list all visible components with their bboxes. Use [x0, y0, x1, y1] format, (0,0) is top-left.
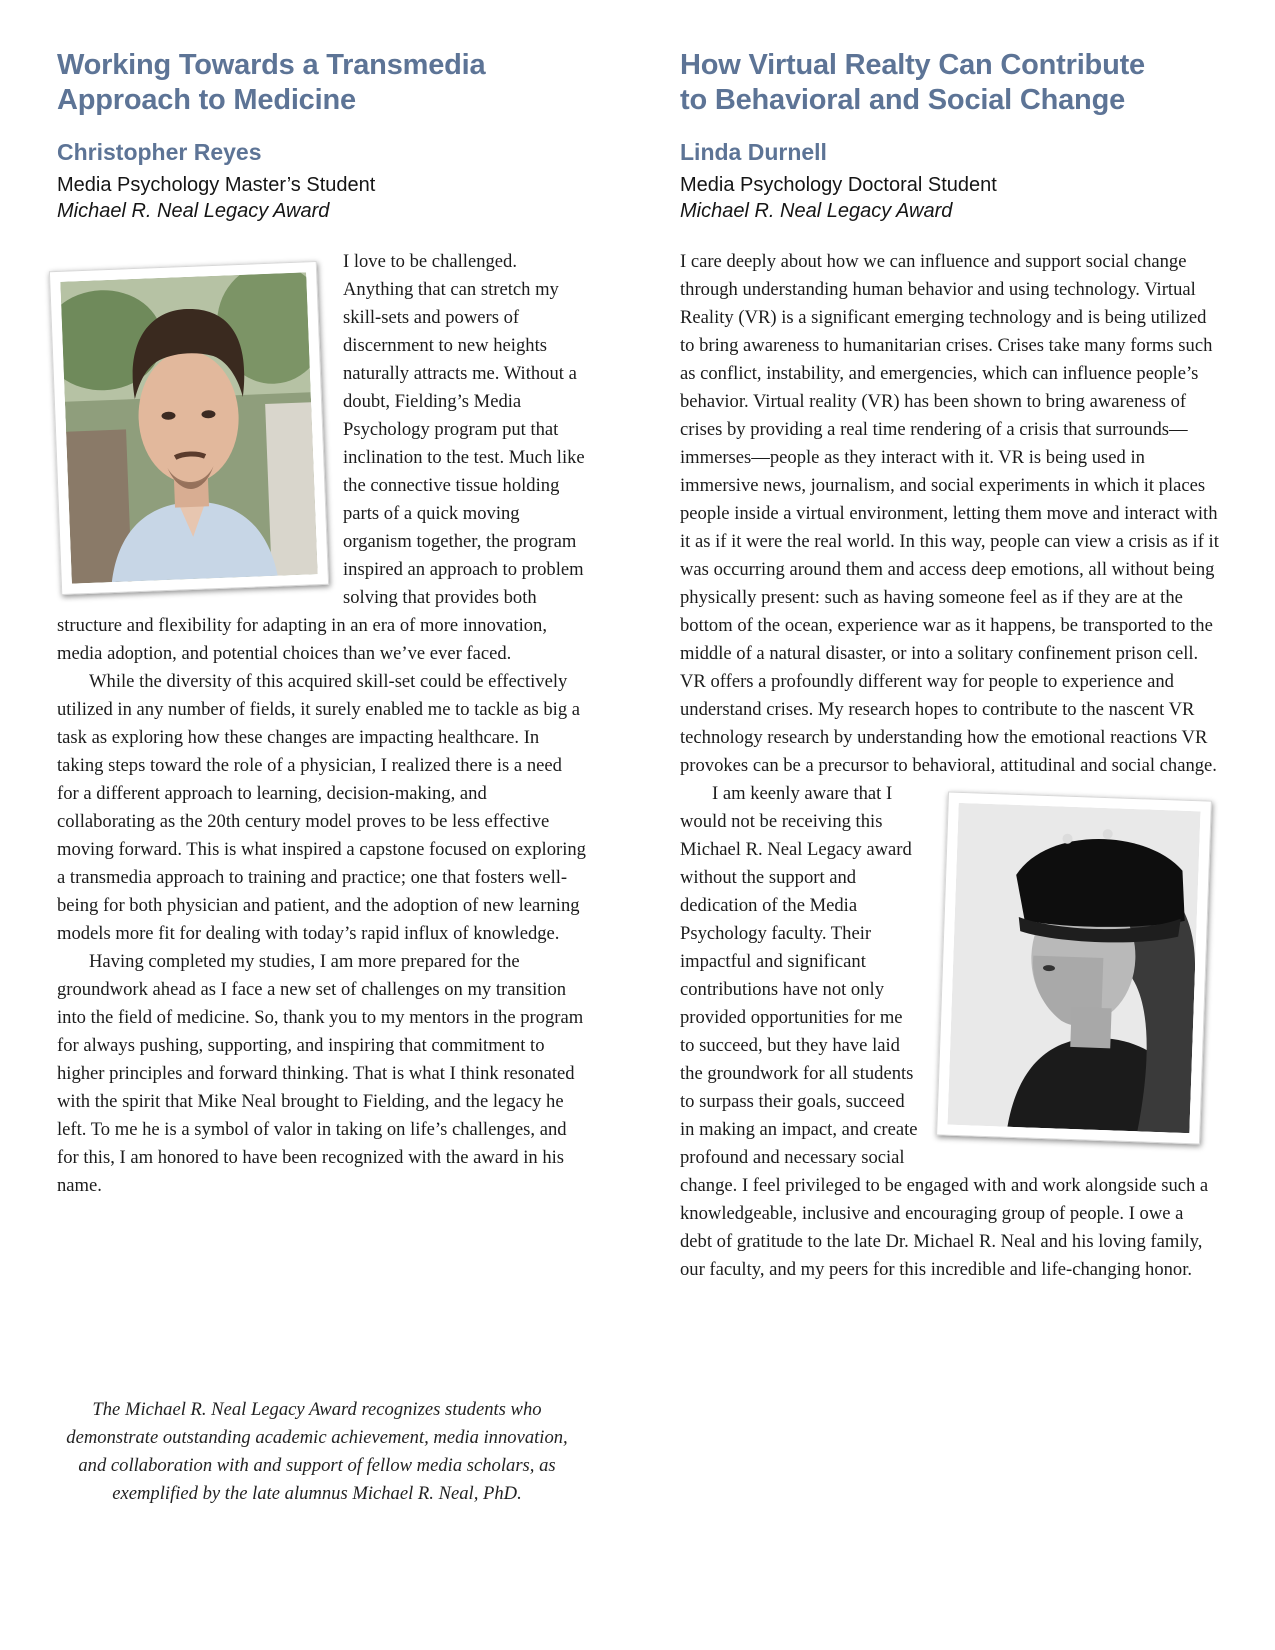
woman-vr-headset-portrait-illustration: [947, 803, 1200, 1133]
right-author-role: Media Psychology Doctoral Student: [680, 174, 997, 196]
left-paragraph-1: I love to be challenged. Anything that can stretch my skill-sets and powers of discernment to new heights naturally attracts me. Without a doubt, Fielding’s Media Psychology program put that inclination to the test. Much like the connective tissue holding parts of a quick moving organism together, the program inspired an approach to problem solving that provides both structure and flexibility for adapting in an era of more innovation, media adoption, and potential choices than we’ve ever faced.: [57, 251, 585, 664]
left-paragraph-3: Having completed my studies, I am more prepared for the groundwork ahead as I face a new set of challenges on my transition into the field of medicine. So, thank you to my mentors in the program for always pushing, supporting, and inspiring that commitment to higher principles and forward thinking. That is what I think resonated with the spirit that Mike Neal brought to Fielding, and the legacy he left. To me he is a symbol of valor in taking on life’s challenges, and for this, I am honored to have been recognized with the award in his name.: [57, 951, 584, 1196]
right-author-name: Linda Durnell: [680, 139, 827, 165]
right-article-body: [680, 248, 1220, 1284]
right-title-line-1: How Virtual Realty Can Contribute: [680, 49, 1145, 81]
left-title-line-2: Approach to Medicine: [57, 84, 356, 116]
right-paragraph-1-start: [680, 248, 1220, 780]
right-paragraph-2: I am keenly aware that I would not be receiving this Michael R. Neal Legacy award without the support and dedication of the Media Psychology faculty. Their impactful and significant contributions have not only provided opportunities for me to succeed, but they have laid the groundwork for all students to surpass their goals, succeed in making an impact, and create profound and necessary social change. I feel privileged to be engaged with and work alongside such a knowledgeable, inclusive and encouraging group of people. I owe a debt of gratitude to the late Dr. Michael R. Neal and his loving family, our faculty, and my peers for this incredible and life-changing honor.: [680, 783, 1209, 1280]
author-photo-christopher-reyes: [49, 261, 329, 595]
right-article-title: [680, 48, 1145, 118]
left-article-title: [57, 48, 485, 118]
left-author-name: Christopher Reyes: [57, 139, 262, 165]
right-paragraph-1: I care deeply about how we can influence and support social change through understanding human behavior and using technology. Virtual Reality (VR) is a significant emerging technology and is being utilized to bring awareness to humanitarian crises. Crises take many forms such as conflict, instability, and emergencies, which can influence people’s behavior. Virtual reality (VR) has been shown to bring awareness of crises by providing a real time rendering of a crisis that surrounds—immerses—people as they interact with it. VR is being used in immersive news, journalism, and social experiments in which it places people inside a virtual environment, letting them move and interact with it as if it were the real world. In this way, people can view a crisis as if it was occurring around them and access deep emotions, all without being physically present: such as having someone feel as if they are at the bottom of the ocean, experience war as it happens, be transported to the middle of a natural disaster, or into a solitary confinement prison cell. VR offers a profoundly different way for people to experience and understand crises. My research hopes to contribute to the nascent VR technology research by understanding how the emotional reactions VR provokes can be a precursor to behavioral, attitudinal and social change.: [680, 251, 1219, 776]
left-title-line-1: Working Towards a Transmedia: [57, 49, 486, 81]
left-author-role: Media Psychology Master’s Student: [57, 174, 376, 196]
right-title-line-2: to Behavioral and Social Change: [680, 84, 1126, 116]
award-description-caption: The Michael R. Neal Legacy Award recognizes students who demonstrate outstanding academic achievement, media innovation, and collaboration with and support of fellow media scholars, as exemplified by the late alumnus Michael R. Neal, PhD.: [66, 1399, 568, 1504]
left-article-body: [57, 248, 587, 1200]
left-award-name: Michael R. Neal Legacy Award: [57, 200, 330, 222]
right-award-name: Michael R. Neal Legacy Award: [680, 200, 953, 222]
man-portrait-illustration: [60, 272, 317, 583]
left-paragraph-2: While the diversity of this acquired skill-set could be effectively utilized in any number of fields, it surely enabled me to tackle as big a task as exploring how these changes are impacting healthcare. In taking steps toward the role of a physician, I realized there is a need for a different approach to learning, decision-making, and collaborating as the 20th century model proves to be less effective moving forward. This is what inspired a capstone focused on exploring a transmedia approach to training and practice; one that fosters well-being for both physician and patient, and the adoption of new learning models more fit for dealing with today’s rapid influx of knowledge.: [57, 671, 586, 944]
author-photo-linda-durnell: [936, 791, 1212, 1144]
